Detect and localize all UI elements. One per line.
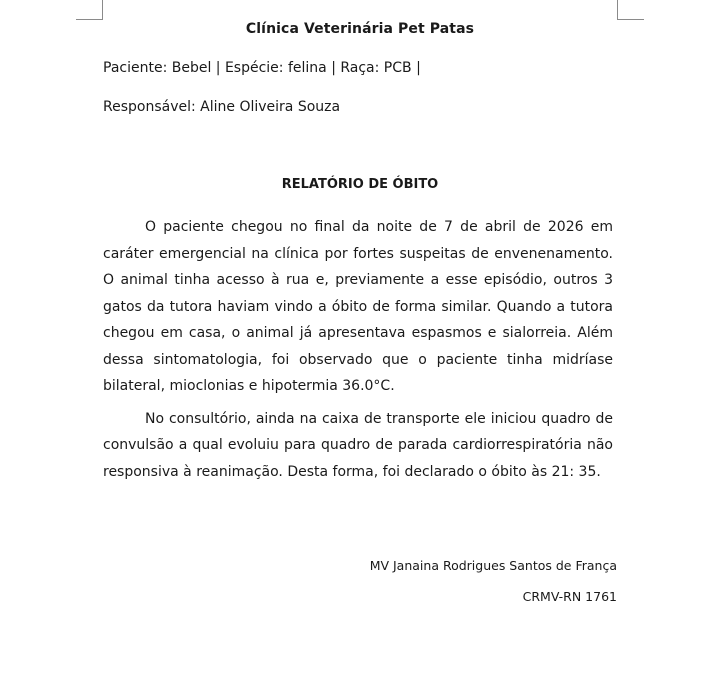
report-paragraph: No consultório, ainda na caixa de transporte ele iniciou quadro de convulsão a qual evoluiu para quadro de parada cardiorrespiratória não responsiva à reanimação. Desta forma, foi declarado o óbito às 21: 35. [103, 410, 613, 480]
page-corner-mark-top-right [617, 19, 644, 20]
owner-info: Responsável: Aline Oliveira Souza [103, 99, 341, 115]
signature-name: MV Janaina Rodrigues Santos de França [369, 558, 617, 573]
clinic-name: Clínica Veterinária Pet Patas [245, 21, 475, 37]
patient-info: Paciente: Bebel | Espécie: felina | Raça: PCB | [103, 60, 421, 76]
signature-registration: CRMV-RN 1761 [522, 589, 617, 604]
report-paragraph: O paciente chegou no final da noite de 7 de abril de 2026 em caráter emergencial na clínica por fortes suspeitas de envenenamento. O animal tinha acesso à rua e, previamente a esse episódio, outros 3 gatos da tutora haviam vindo a óbito de forma similar. Quando a tutora chegou em casa, o animal já apresentava espasmos e sialorreia. Além dessa sintomatologia, foi observado que o paciente tinha midríase bilateral, mioclonias e hipotermia 36.0°C. [103, 219, 613, 394]
report-body [103, 214, 613, 491]
report-title: RELATÓRIO DE ÓBITO [281, 177, 439, 192]
page-corner-mark-top-right [617, 0, 618, 20]
page-corner-mark-top-left [102, 0, 103, 20]
page-corner-mark-top-left [76, 19, 103, 20]
